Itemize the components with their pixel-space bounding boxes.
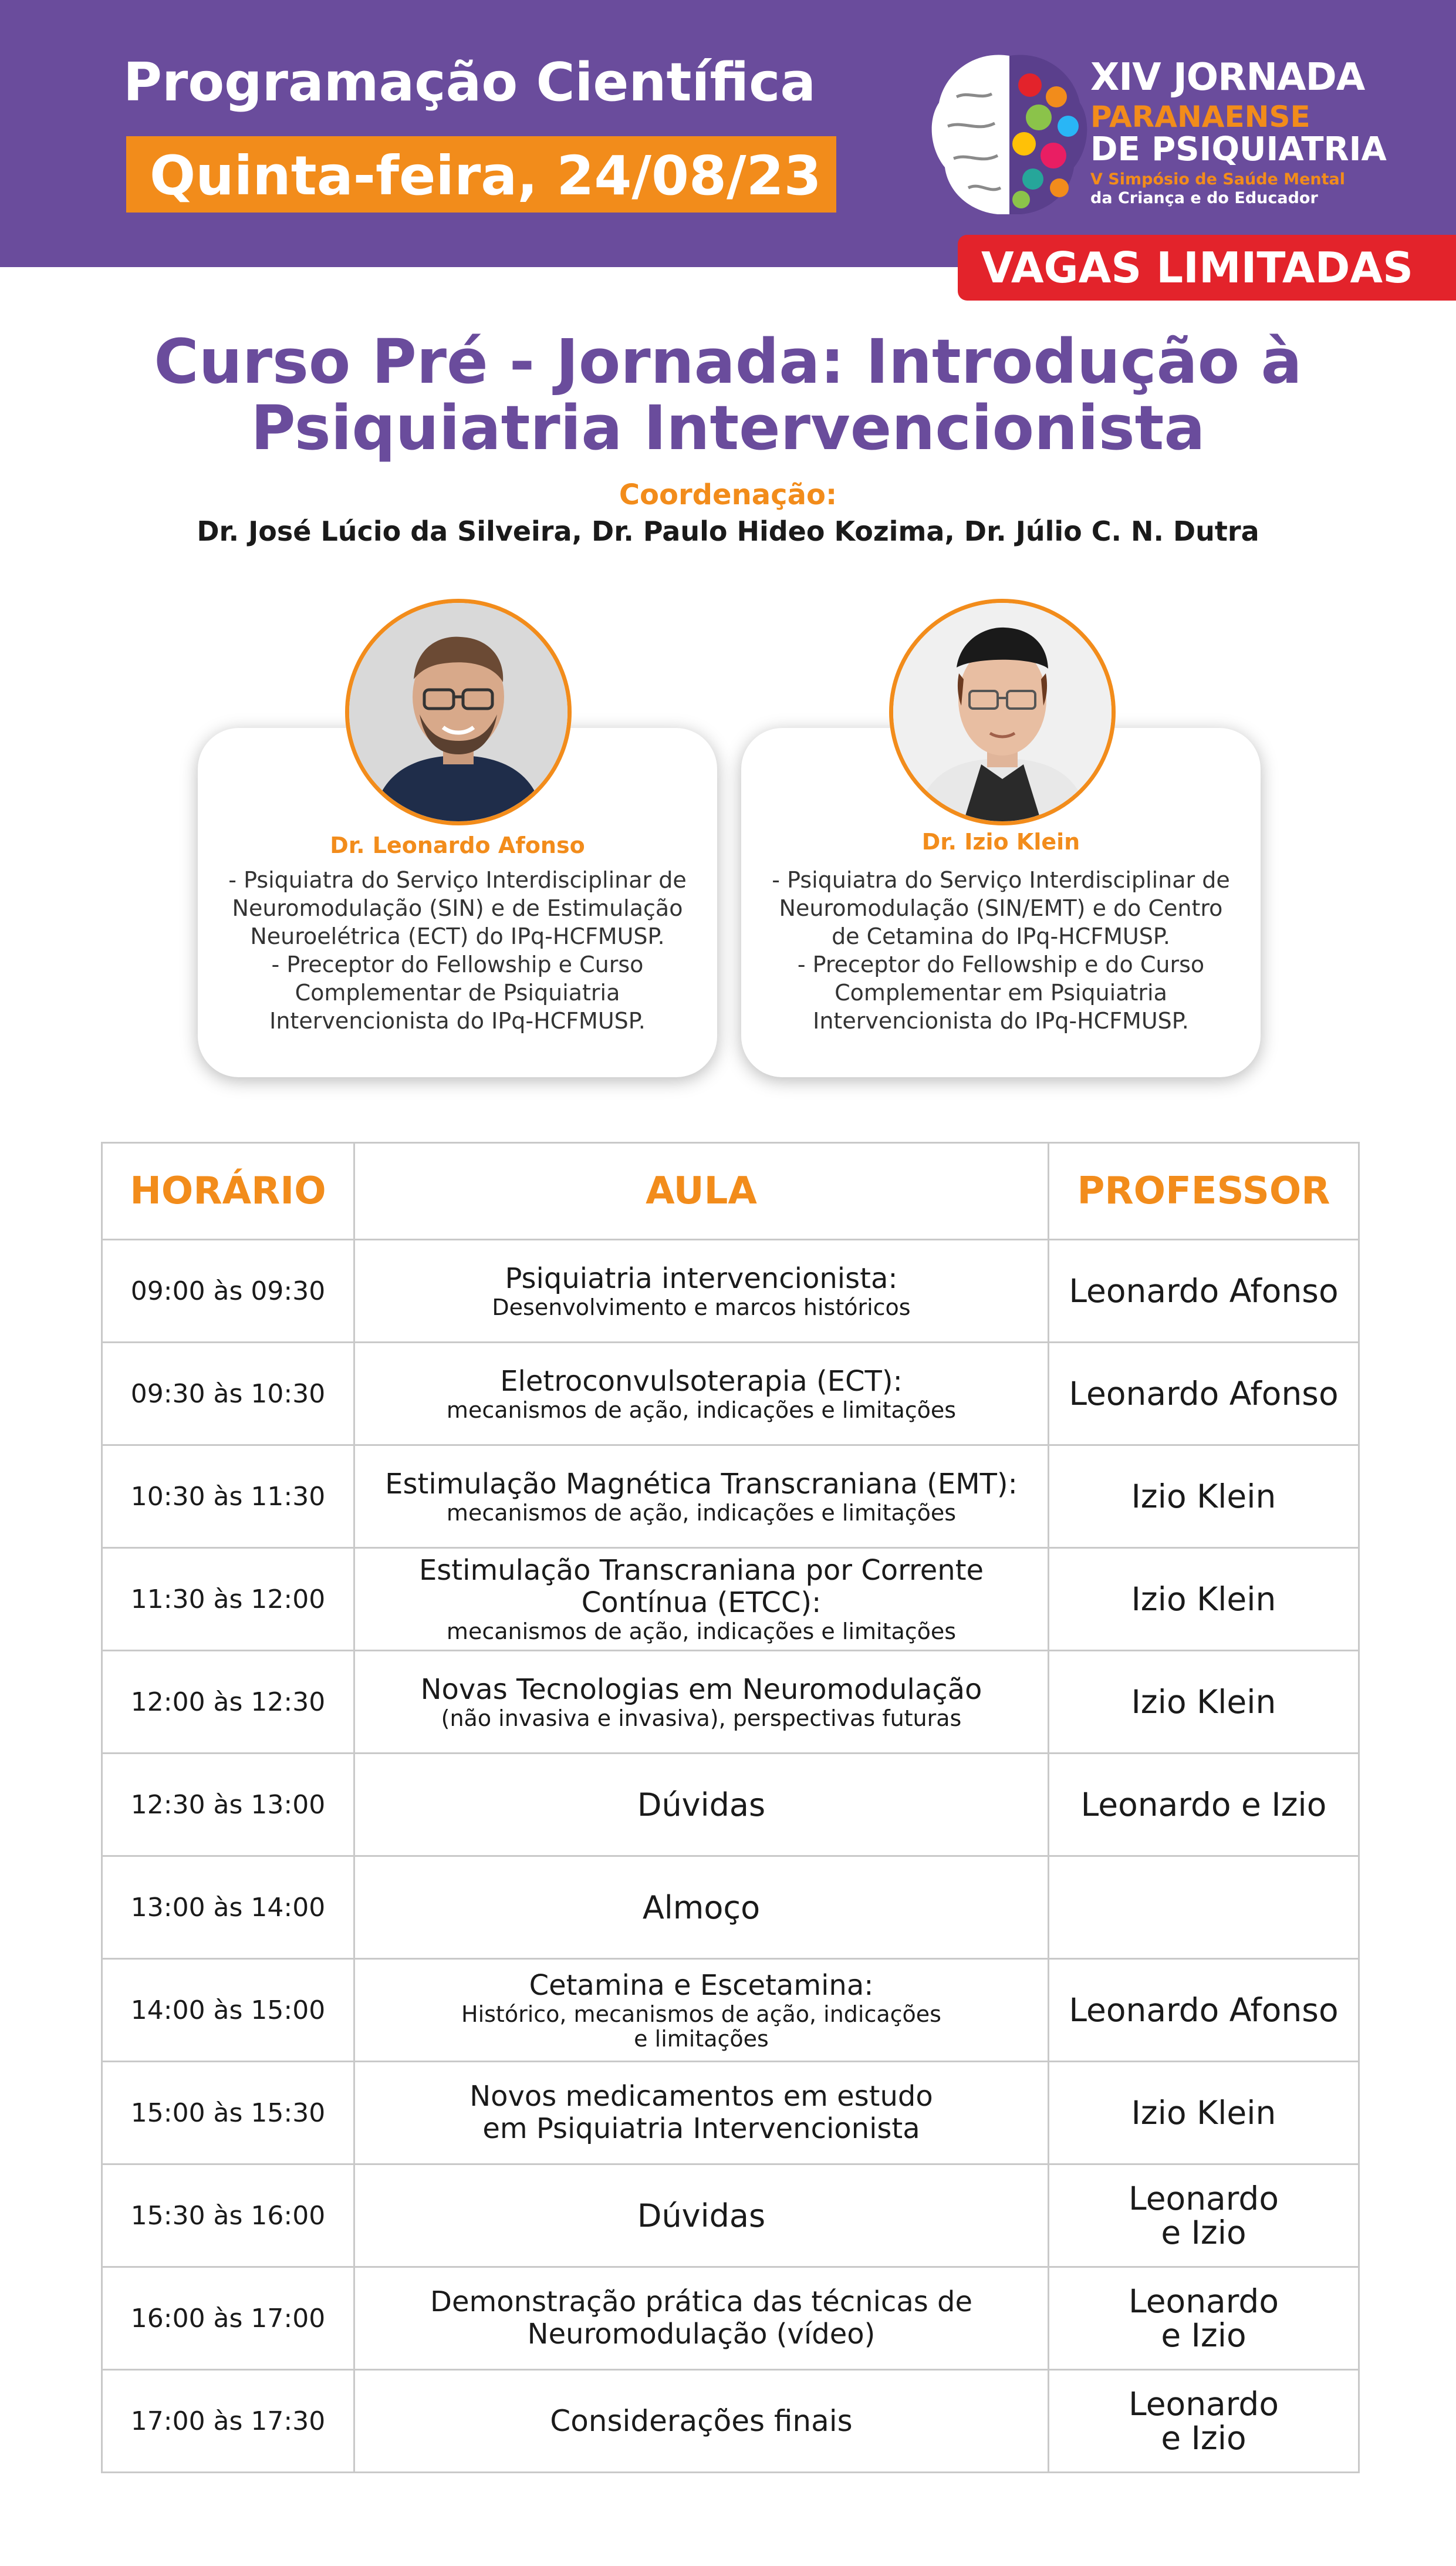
professor-cell [1049, 2370, 1359, 2473]
class-title: em Psiquiatria Intervencionista [482, 2112, 920, 2145]
professor-cell: Leonardo Afonso [1049, 1959, 1359, 2062]
speaker-bio [753, 866, 1249, 1035]
class-title: Novos medicamentos em estudo [469, 2080, 933, 2113]
class-title: Estimulação Transcraniana por Corrente [418, 1554, 984, 1587]
class-title: Neuromodulação (vídeo) [527, 2318, 876, 2351]
bio-line: Neuroelétrica (ECT) do IPq-HCFMUSP. [250, 923, 665, 949]
table-row [102, 2370, 1359, 2473]
person-photo-icon [893, 603, 1112, 821]
logo-line2: PARANAENSE [1090, 100, 1310, 134]
coordination-names: Dr. José Lúcio da Silveira, Dr. Paulo Hideo Kozima, Dr. Júlio C. N. Dutra [197, 515, 1259, 547]
speaker-bio [210, 866, 705, 1035]
table-row [102, 1548, 1359, 1651]
class-cell: Dúvidas [354, 1754, 1049, 1856]
table-row [102, 1240, 1359, 1343]
bio-line: Neuromodulação (SIN/EMT) e do Centro [779, 895, 1223, 921]
date-label: Quinta-feira, 24/08/23 [150, 144, 822, 207]
speaker-photo-izio [889, 599, 1116, 825]
class-cell [354, 2267, 1049, 2370]
class-cell [354, 1651, 1049, 1754]
time-cell: 09:00 às 09:30 [102, 1240, 354, 1343]
professor-cell [1049, 2164, 1359, 2267]
table-row [102, 2062, 1359, 2164]
class-cell [354, 1445, 1049, 1548]
time-cell: 09:30 às 10:30 [102, 1343, 354, 1445]
bio-line: - Preceptor do Fellowship e Curso [271, 952, 644, 977]
class-subtitle: mecanismos de ação, indicações e limitações [446, 1499, 957, 1526]
header-class: AULA [354, 1143, 1049, 1240]
time-cell: 10:30 às 11:30 [102, 1445, 354, 1548]
bio-line: Intervencionista do IPq-HCFMUSP. [813, 1008, 1189, 1034]
bio-line: - Psiquiatra do Serviço Interdisciplinar de [228, 867, 687, 893]
class-title: Estimulação Magnética Transcraniana (EMT): [385, 1467, 1018, 1501]
coordination-label: Coordenação: [619, 478, 837, 511]
bio-line: de Cetamina do IPq-HCFMUSP. [832, 923, 1170, 949]
time-cell: 12:00 às 12:30 [102, 1651, 354, 1754]
class-subtitle: Desenvolvimento e marcos históricos [492, 1294, 911, 1320]
professor-cell: Leonardo Afonso [1049, 1343, 1359, 1445]
header-professor: PROFESSOR [1049, 1143, 1359, 1240]
professor-cell [1049, 2267, 1359, 2370]
professor-cell [1049, 1856, 1359, 1959]
table-row [102, 1343, 1359, 1445]
class-subtitle: mecanismos de ação, indicações e limitações [446, 1618, 957, 1644]
professor-name: e Izio [1161, 2214, 1246, 2251]
class-cell [354, 1343, 1049, 1445]
class-title: Demonstração prática das técnicas de [430, 2285, 972, 2318]
class-subtitle: Histórico, mecanismos de ação, indicações [461, 2001, 941, 2027]
professor-cell: Izio Klein [1049, 1651, 1359, 1754]
professor-name: e Izio [1161, 2317, 1246, 2354]
logo-line5: da Criança e do Educador [1090, 189, 1318, 207]
professor-cell: Izio Klein [1049, 1445, 1359, 1548]
table-header-row [102, 1143, 1359, 1240]
course-title-line1: Curso Pré - Jornada: Introdução à [154, 326, 1302, 397]
professor-name: Leonardo [1129, 2180, 1279, 2217]
speaker-name: Dr. Izio Klein [921, 829, 1080, 855]
bio-line: Neuromodulação (SIN) e de Estimulação [232, 895, 683, 921]
course-title-line2: Psiquiatria Intervencionista [251, 392, 1205, 464]
class-title: Contínua (ETCC): [581, 1586, 822, 1619]
time-cell: 13:00 às 14:00 [102, 1856, 354, 1959]
class-title: Cetamina e Escetamina: [529, 1968, 874, 2002]
professor-cell: Izio Klein [1049, 2062, 1359, 2164]
page-title: Programação Científica [123, 52, 816, 113]
bio-line: - Preceptor do Fellowship e do Curso [797, 952, 1205, 977]
class-subtitle: mecanismos de ação, indicações e limitações [446, 1397, 957, 1423]
professor-name: e Izio [1161, 2419, 1246, 2457]
time-cell: 14:00 às 15:00 [102, 1959, 354, 2062]
bio-line: - Psiquiatra do Serviço Interdisciplinar de [772, 867, 1230, 893]
time-cell: 15:30 às 16:00 [102, 2164, 354, 2267]
class-title: Novas Tecnologias em Neuromodulação [420, 1673, 982, 1706]
class-cell [354, 2062, 1049, 2164]
logo-line1: XIV JORNADA [1090, 56, 1365, 99]
schedule-table [101, 1142, 1360, 2473]
professor-cell: Izio Klein [1049, 1548, 1359, 1651]
bio-line: Complementar em Psiquiatria [835, 980, 1167, 1006]
time-cell: 12:30 às 13:00 [102, 1754, 354, 1856]
class-cell: Considerações finais [354, 2370, 1049, 2473]
class-cell: Dúvidas [354, 2164, 1049, 2267]
table-row [102, 1445, 1359, 1548]
bio-line: Complementar de Psiquiatria [295, 980, 620, 1006]
date-banner [126, 136, 836, 213]
professor-cell: Leonardo Afonso [1049, 1240, 1359, 1343]
header-time: HORÁRIO [102, 1143, 354, 1240]
speaker-name: Dr. Leonardo Afonso [330, 832, 585, 858]
limited-seats-badge [958, 235, 1456, 301]
time-cell: 11:30 às 12:00 [102, 1548, 354, 1651]
class-subtitle: (não invasiva e invasiva), perspectivas futuras [441, 1705, 962, 1731]
table-row [102, 2267, 1359, 2370]
table-row [102, 1754, 1359, 1856]
class-cell [354, 1548, 1049, 1651]
professor-name: Leonardo [1129, 2385, 1279, 2423]
speaker-photo-leonardo [345, 599, 572, 825]
brain-logo-icon [921, 44, 1097, 226]
class-cell: Almoço [354, 1856, 1049, 1959]
table-row [102, 1651, 1359, 1754]
person-photo-icon [349, 603, 567, 821]
bio-line: Intervencionista do IPq-HCFMUSP. [269, 1008, 646, 1034]
professor-cell: Leonardo e Izio [1049, 1754, 1359, 1856]
class-title: Eletroconvulsoterapia (ECT): [500, 1364, 903, 1398]
logo-line4: V Simpósio de Saúde Mental [1090, 170, 1346, 188]
class-cell [354, 1240, 1049, 1343]
logo-line3: DE PSIQUIATRIA [1090, 130, 1387, 168]
class-title: Psiquiatria intervencionista: [505, 1262, 898, 1295]
table-row [102, 1959, 1359, 2062]
badge-label: VAGAS LIMITADAS [981, 243, 1413, 292]
class-cell [354, 1959, 1049, 2062]
professor-name: Leonardo [1129, 2282, 1279, 2320]
table-row [102, 2164, 1359, 2267]
time-cell: 16:00 às 17:00 [102, 2267, 354, 2370]
table-row [102, 1856, 1359, 1959]
time-cell: 15:00 às 15:30 [102, 2062, 354, 2164]
time-cell: 17:00 às 17:30 [102, 2370, 354, 2473]
class-subtitle: e limitações [634, 2025, 769, 2052]
header-banner [0, 0, 1456, 267]
